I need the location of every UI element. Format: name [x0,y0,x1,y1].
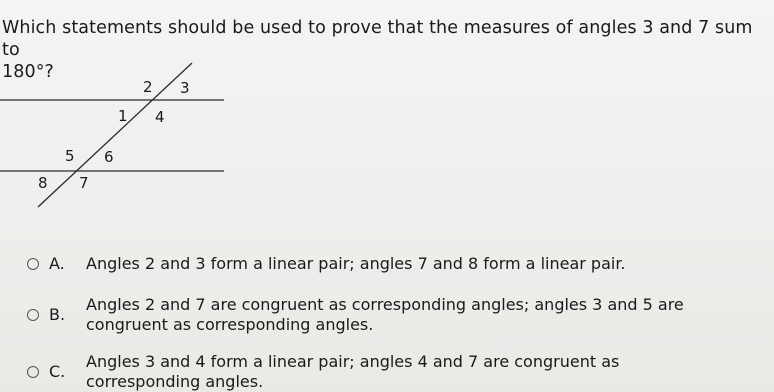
angle-label-8: 8 [38,174,48,192]
transversal-line [38,63,192,207]
choice-b-text [86,295,766,335]
angle-label-4: 4 [155,108,165,126]
angle-label-1: 1 [118,107,128,125]
choice-b-letter: B. [49,305,66,324]
choice-a-text: Angles 2 and 3 form a linear pair; angles 7 and 8 form a linear pair. [86,254,626,273]
angle-label-6: 6 [104,148,114,166]
choice-a-letter: A. [49,254,65,273]
transversal-diagram [0,60,240,210]
angle-label-7: 7 [79,174,89,192]
choice-c-radio[interactable] [27,366,39,378]
angle-label-5: 5 [65,147,75,165]
question-line-1: Which statements should be used to prove that the measures of angles 3 and 7 sum to [2,18,753,60]
choice-c-text-line-2: corresponding angles. [86,372,264,391]
choice-b-text-line-1: Angles 2 and 7 are congruent as corresponding angles; angles 3 and 5 are [86,295,684,314]
choice-b-text-line-2: congruent as corresponding angles. [86,315,374,334]
question-line-2: 180°? [2,62,54,82]
angle-label-2: 2 [143,78,153,96]
choice-c-text-line-1: Angles 3 and 4 form a linear pair; angles 4 and 7 are congruent as [86,352,620,371]
choice-a-radio[interactable] [27,258,39,270]
choice-b-radio[interactable] [27,309,39,321]
choice-c-text [86,352,766,392]
choice-c-letter: C. [49,362,66,381]
angle-label-3: 3 [180,79,190,97]
